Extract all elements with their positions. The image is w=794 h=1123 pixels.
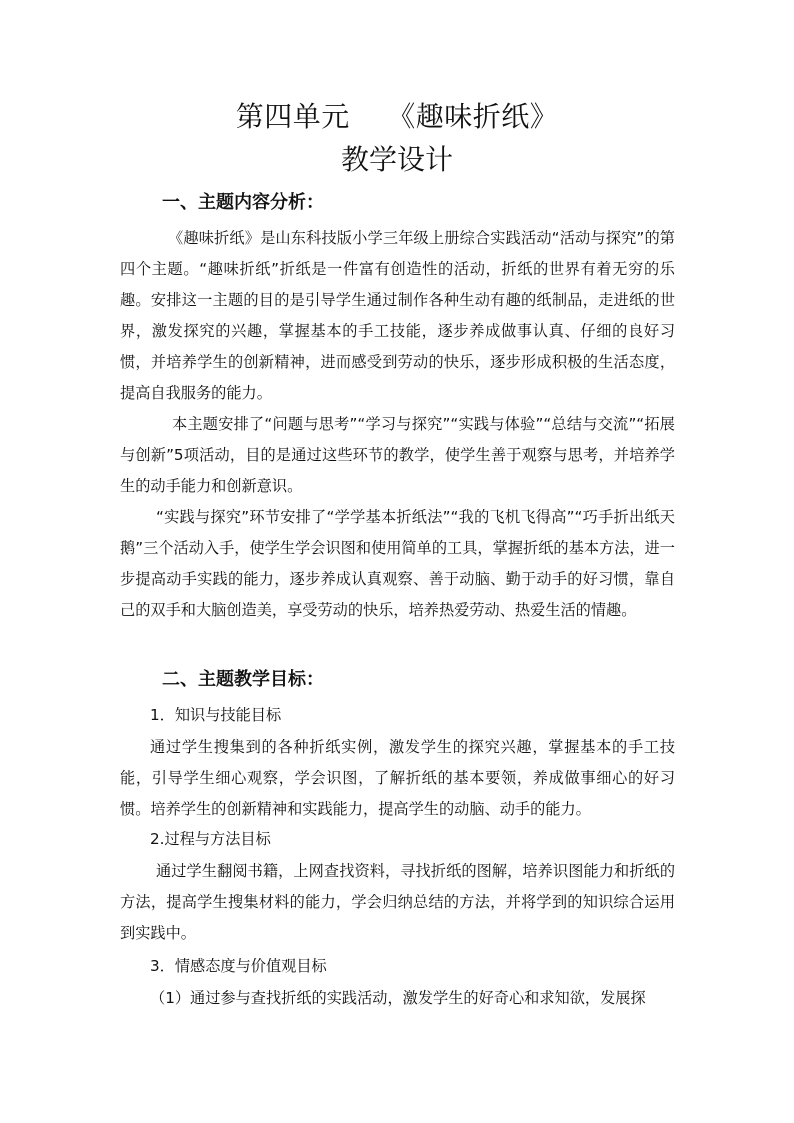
document-title: 第四单元 《趣味折纸》 — [235, 100, 559, 133]
paragraph-theme-intro: 《趣味折纸》是山东科技版小学三年级上册综合实践活动“活动与探究”的第四个主题。“趣味折纸”折纸是一件富有创造性的活动，折纸的世界有着无穷的乐趣。安排这一主题的目的是引导学生通过制作各种生动有趣的纸制品，走进纸的世界，激发探究的兴趣，掌握基本的手工技能，逐步养成做事认真、仔细的良好习惯，并培养学生的创新精神，进而感受到劳动的快乐，逐步形成积极的生活态度，提高自我服务的能力。 — [120, 229, 675, 402]
paragraph-practice-exploration: “实践与探究”环节安排了“学学基本折纸法”“我的飞机飞得高”“巧手折出纸天鹅”三个活动入手，使学生学会识图和使用简单的工具，掌握折纸的基本方法，进一步提高动手实践的能力，逐步养成认真观察、善于动脑、勤于动手的好习惯，靠自己的双手和大脑创造美，享受劳动的快乐，培养热爱劳动、热爱生活的情趣。 — [120, 508, 675, 619]
goal-knowledge-skills-label: 1．知识与技能目标 — [150, 706, 282, 724]
goal-emotion-values-label: 3．情感态度与价值观目标 — [150, 957, 327, 975]
goal-knowledge-skills-text: 通过学生搜集到的各种折纸实例，激发学生的探究兴趣，掌握基本的手工技能，引导学生细心观察，学会识图，了解折纸的基本要领，养成做事细心的好习惯。培养学生的创新精神和实践能力，提高学生的动脑、动手的能力。 — [120, 738, 675, 818]
document-subtitle: 教学设计 — [340, 143, 453, 176]
section-heading-content-analysis: 一、主题内容分析： — [162, 192, 324, 213]
goal-emotion-values-item-1: （1）通过参与查找折纸的实践活动，激发学生的好奇心和求知欲，发展探 — [150, 989, 646, 1007]
goal-process-method-label: 2.过程与方法目标 — [150, 830, 271, 848]
goal-process-method-text: 通过学生翻阅书籍，上网查找资料，寻找折纸的图解，培养识图能力和折纸的方法，提高学生搜集材料的能力，学会归纳总结的方法，并将学到的知识综合运用到实践中。 — [120, 862, 675, 942]
paragraph-activity-arrangement: 本主题安排了“问题与思考”“学习与探究”“实践与体验”“总结与交流”“拓展与创新”5项活动，目的是通过这些环节的教学，使学生善于观察与思考，并培养学生的动手能力和创新意识。 — [120, 415, 675, 495]
section-heading-teaching-goals: 二、主题教学目标： — [162, 669, 324, 690]
